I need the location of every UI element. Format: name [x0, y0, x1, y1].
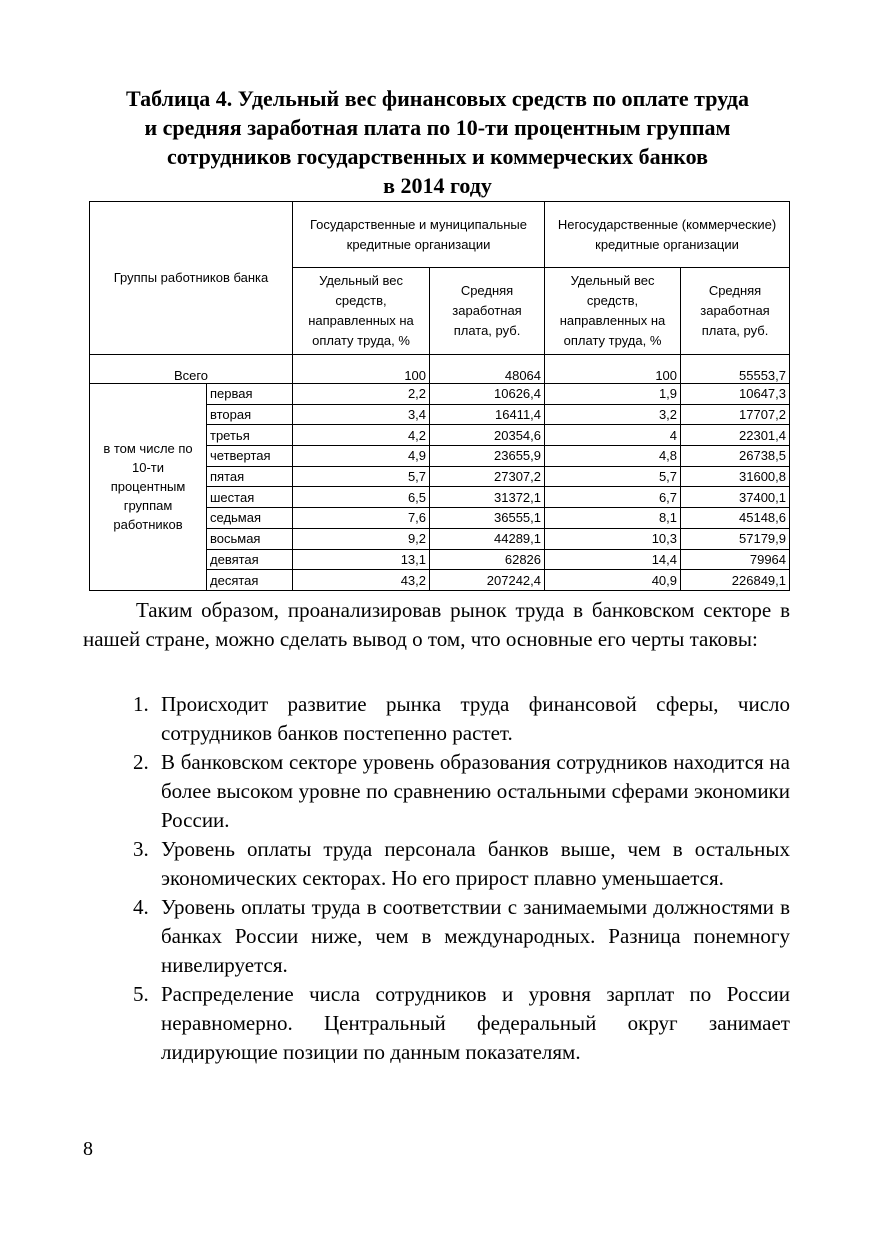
list-item-text: Уровень оплаты труда в соответствии с занимаемыми должностями в банках России ниже, чем в международных. Разница понемногу нивелируется. [161, 895, 790, 977]
commercial-salary-cell: 31600,8 [681, 466, 790, 487]
total-row [90, 355, 790, 384]
state-share-cell: 43,2 [293, 570, 430, 591]
decile-name: третья [207, 425, 293, 446]
state-salary-cell: 23655,9 [430, 446, 545, 467]
total-state-share: 100 [293, 355, 430, 384]
commercial-share-header: Удельный вес средств, направленных на оплату труда, % [545, 268, 681, 355]
list-item-text: Распределение числа сотрудников и уровня зарплат по России неравномерно. Центральный федеральный округ занимает лидирующие позиции по данным показателям. [161, 982, 790, 1064]
commercial-salary-cell: 17707,2 [681, 404, 790, 425]
commercial-share-cell: 4,8 [545, 446, 681, 467]
state-banks-header: Государственные и муниципальные кредитные организации [293, 202, 545, 268]
state-share-cell: 5,7 [293, 466, 430, 487]
state-share-cell: 9,2 [293, 528, 430, 549]
decile-name: вторая [207, 404, 293, 425]
decile-name: пятая [207, 466, 293, 487]
caption-line: Таблица 4. Удельный вес финансовых средств по оплате труда [126, 86, 749, 111]
commercial-share-cell: 6,7 [545, 487, 681, 508]
list-item-text: Происходит развитие рынка труда финансовой сферы, число сотрудников банков постепенно растет. [161, 692, 790, 745]
commercial-banks-header: Негосударственные (коммерческие) кредитные организации [545, 202, 790, 268]
total-label: Всего [90, 355, 293, 384]
list-item-number: 4. [133, 895, 149, 919]
list-item-text: Уровень оплаты труда персонала банков выше, чем в остальных экономических секторах. Но его прирост плавно уменьшается. [161, 837, 790, 890]
commercial-salary-cell: 57179,9 [681, 528, 790, 549]
conclusion-paragraph: Таким образом, проанализировав рынок труда в банковском секторе в нашей стране, можно сделать вывод о том, что основные его черты таковы: [83, 598, 790, 651]
commercial-share-cell: 14,4 [545, 549, 681, 570]
commercial-salary-cell: 37400,1 [681, 487, 790, 508]
commercial-salary-cell: 22301,4 [681, 425, 790, 446]
list-item [133, 835, 790, 893]
state-salary-header: Средняя заработная плата, руб. [430, 268, 545, 355]
decile-name: четвертая [207, 446, 293, 467]
commercial-share-cell: 4 [545, 425, 681, 446]
list-item [133, 980, 790, 1067]
caption-line: сотрудников государственных и коммерческих банков [167, 144, 708, 169]
decile-name: первая [207, 384, 293, 405]
state-salary-cell: 16411,4 [430, 404, 545, 425]
total-commercial-salary: 55553,7 [681, 355, 790, 384]
decile-name: седьмая [207, 508, 293, 529]
list-item [133, 690, 790, 748]
state-share-cell: 3,4 [293, 404, 430, 425]
list-item-number: 5. [133, 982, 149, 1006]
list-item-number: 2. [133, 750, 149, 774]
state-salary-cell: 62826 [430, 549, 545, 570]
list-item-text: В банковском секторе уровень образования сотрудников находится на более высоком уровне по сравнению остальными сферами экономики России. [161, 750, 790, 832]
decile-name: девятая [207, 549, 293, 570]
decile-name: восьмая [207, 528, 293, 549]
state-share-cell: 4,9 [293, 446, 430, 467]
list-item-number: 3. [133, 837, 149, 861]
state-salary-cell: 36555,1 [430, 508, 545, 529]
commercial-share-cell: 40,9 [545, 570, 681, 591]
commercial-salary-cell: 226849,1 [681, 570, 790, 591]
decile-name: десятая [207, 570, 293, 591]
list-item [133, 893, 790, 980]
commercial-share-cell: 10,3 [545, 528, 681, 549]
commercial-share-cell: 1,9 [545, 384, 681, 405]
list-item [133, 748, 790, 835]
state-salary-cell: 44289,1 [430, 528, 545, 549]
list-item-number: 1. [133, 692, 149, 716]
group-column-header: Группы работников банка [90, 202, 293, 355]
commercial-share-cell: 3,2 [545, 404, 681, 425]
state-salary-cell: 31372,1 [430, 487, 545, 508]
salary-table [89, 201, 790, 591]
state-share-cell: 2,2 [293, 384, 430, 405]
commercial-share-cell: 5,7 [545, 466, 681, 487]
commercial-salary-cell: 26738,5 [681, 446, 790, 467]
commercial-share-cell: 8,1 [545, 508, 681, 529]
state-share-header: Удельный вес средств, направленных на оплату труда, % [293, 268, 430, 355]
state-salary-cell: 207242,4 [430, 570, 545, 591]
state-share-cell: 13,1 [293, 549, 430, 570]
state-share-cell: 6,5 [293, 487, 430, 508]
state-salary-cell: 27307,2 [430, 466, 545, 487]
decile-name: шестая [207, 487, 293, 508]
table-caption [80, 84, 795, 200]
state-salary-cell: 10626,4 [430, 384, 545, 405]
commercial-salary-cell: 45148,6 [681, 508, 790, 529]
commercial-salary-cell: 10647,3 [681, 384, 790, 405]
caption-line: в 2014 году [383, 173, 492, 198]
state-share-cell: 7,6 [293, 508, 430, 529]
commercial-salary-header: Средняя заработная плата, руб. [681, 268, 790, 355]
page-number: 8 [83, 1138, 93, 1160]
caption-line: и средняя заработная плата по 10-ти процентным группам [144, 115, 731, 140]
state-share-cell: 4,2 [293, 425, 430, 446]
state-salary-cell: 20354,6 [430, 425, 545, 446]
decile-group-label: в том числе по 10-ти процентным группам работников [90, 384, 207, 591]
commercial-salary-cell: 79964 [681, 549, 790, 570]
total-commercial-share: 100 [545, 355, 681, 384]
total-state-salary: 48064 [430, 355, 545, 384]
conclusions-list [133, 690, 790, 1067]
table-row [90, 384, 790, 405]
